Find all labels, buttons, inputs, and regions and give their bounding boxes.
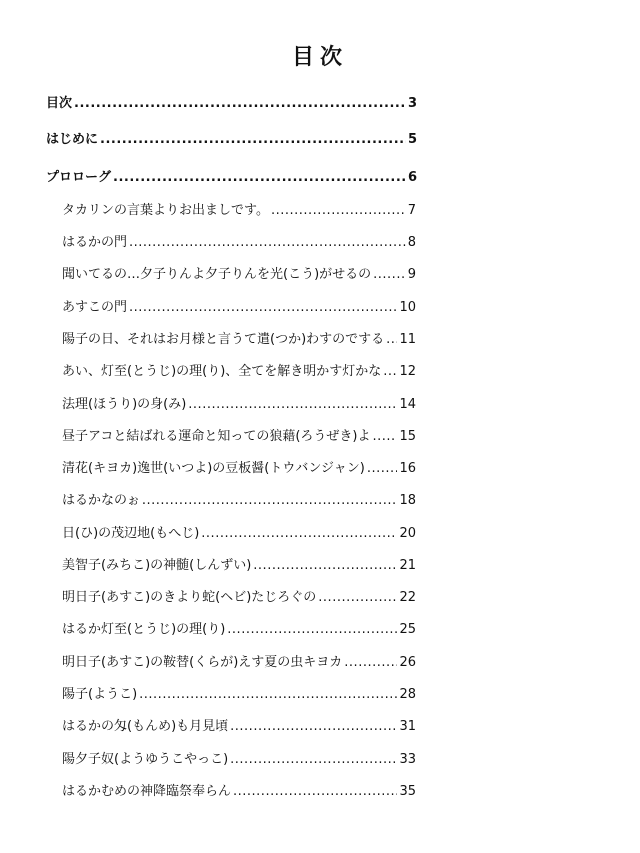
toc-dot-leader — [113, 169, 406, 187]
toc-entry[interactable] — [62, 299, 416, 317]
toc-entry-label: 清花(キヨカ)逸世(いつよ)の豆板醤(トウバンジャン) — [62, 461, 365, 476]
toc-page-number: 14 — [399, 397, 416, 412]
toc-entry[interactable] — [62, 718, 416, 736]
toc-dot-leader — [367, 460, 398, 478]
toc-entry[interactable] — [46, 169, 417, 187]
toc-entry-label: はるかの匁(もんめ)も月見頃 — [62, 719, 229, 734]
toc-entry-label: はるかむめの神降臨祭奉らん — [62, 784, 232, 799]
toc-page-number: 21 — [399, 558, 416, 573]
toc-dot-leader — [100, 131, 406, 149]
toc-dot-leader — [201, 525, 397, 543]
toc-page-number: 9 — [407, 267, 416, 282]
toc-entry[interactable] — [62, 460, 416, 478]
toc-dot-leader — [188, 396, 397, 414]
toc-entry[interactable] — [62, 428, 416, 446]
toc-entry[interactable] — [46, 95, 417, 113]
toc-entry[interactable] — [62, 363, 416, 381]
toc-entry-label: 陽子の日、それはお月様と言うて遣(つか)わすのでする — [62, 332, 385, 347]
toc-entry[interactable] — [62, 396, 416, 414]
toc-entry-label: 明日子(あすこ)の鞍替(くらが)えす夏の虫キヨカ — [62, 655, 343, 670]
toc-entry-label: 陽子(ようこ) — [62, 687, 138, 702]
toc-entry-label: 明日子(あすこ)のきより蛇(ヘビ)たじろぐの — [62, 590, 317, 605]
toc-entry[interactable] — [62, 751, 416, 769]
toc-entry-label: はるかなのぉ — [62, 493, 140, 508]
toc-page-number: 25 — [399, 622, 416, 637]
toc-dot-leader — [233, 783, 397, 801]
toc-entry-label: 法理(ほうり)の身(み) — [62, 397, 187, 412]
toc-entry[interactable] — [62, 331, 416, 349]
toc-dot-leader — [318, 589, 397, 607]
toc-entry-label: 陽夕子奴(ようゆうこやっこ) — [62, 752, 229, 767]
toc-entry-label: 昼子アコと結ばれる運命と知っての狼藉(ろうぜき)よ — [62, 429, 371, 444]
toc-dot-leader — [74, 95, 406, 113]
toc-page-number: 16 — [399, 461, 416, 476]
toc-entry[interactable] — [62, 621, 416, 639]
toc-page-number: 33 — [399, 752, 416, 767]
toc-entry[interactable] — [62, 492, 416, 510]
toc-page-number: 8 — [407, 235, 416, 250]
toc-page-number: 15 — [399, 429, 416, 444]
toc-entry[interactable] — [62, 266, 416, 284]
toc-dot-leader — [373, 428, 398, 446]
toc-entry[interactable] — [62, 557, 416, 575]
toc-entry-label: 美智子(みちこ)の神髄(しんずい) — [62, 558, 252, 573]
toc-entry-label: あすこの門 — [62, 300, 128, 315]
toc-dot-leader — [129, 299, 397, 317]
toc-dot-leader — [139, 686, 397, 704]
toc-entry-label: 聞いてるの…夕子りんよ夕子りんを光(こう)がせるの — [62, 267, 372, 282]
toc-page-number: 7 — [407, 203, 416, 218]
toc-entry-label: 日(ひ)の茂辺地(もへじ) — [62, 526, 200, 541]
toc-dot-leader — [383, 363, 397, 381]
toc-dot-leader — [230, 718, 397, 736]
toc-dot-leader — [344, 654, 397, 672]
toc-page-number: 12 — [399, 364, 416, 379]
page-title: 目次 — [291, 45, 348, 70]
toc-entry[interactable] — [62, 783, 416, 801]
toc-entry-label: プロローグ — [46, 170, 112, 185]
toc-page-number: 28 — [399, 687, 416, 702]
toc-page-number: 6 — [407, 170, 417, 185]
toc-dot-leader — [373, 266, 406, 284]
toc-page-number: 18 — [399, 493, 416, 508]
toc-page-number: 5 — [407, 132, 417, 147]
toc-page-number: 26 — [399, 655, 416, 670]
toc-entry-label: はるか灯至(とうじ)の理(り) — [62, 622, 226, 637]
toc-entry-label: はじめに — [46, 132, 99, 147]
toc-dot-leader — [129, 234, 406, 252]
toc-dot-leader — [253, 557, 397, 575]
toc-dot-leader — [386, 331, 397, 349]
toc-entry[interactable] — [62, 525, 416, 543]
toc-page-number: 10 — [399, 300, 416, 315]
toc-page-number: 3 — [407, 96, 417, 111]
toc-entry-label: はるかの門 — [62, 235, 128, 250]
toc-entry[interactable] — [62, 589, 416, 607]
toc-entry[interactable] — [46, 131, 417, 149]
toc-page-number: 20 — [399, 526, 416, 541]
toc-entry-label: あい、灯至(とうじ)の理(り)、全てを解き明かす灯かな — [62, 364, 382, 379]
toc-page-number: 31 — [399, 719, 416, 734]
toc-page-number: 11 — [399, 332, 416, 347]
toc-entry[interactable] — [62, 234, 416, 252]
toc-entry-label: 目次 — [46, 96, 73, 111]
toc-dot-leader — [227, 621, 397, 639]
toc-dot-leader — [142, 492, 398, 510]
toc-entry[interactable] — [62, 202, 416, 220]
toc-page-number: 35 — [399, 784, 416, 799]
toc-entry[interactable] — [62, 654, 416, 672]
toc-entry[interactable] — [62, 686, 416, 704]
toc-page-number: 22 — [399, 590, 416, 605]
toc-dot-leader — [271, 202, 406, 220]
toc-dot-leader — [230, 751, 397, 769]
toc-entry-label: タカリンの言葉よりお出ましです。 — [62, 203, 269, 218]
